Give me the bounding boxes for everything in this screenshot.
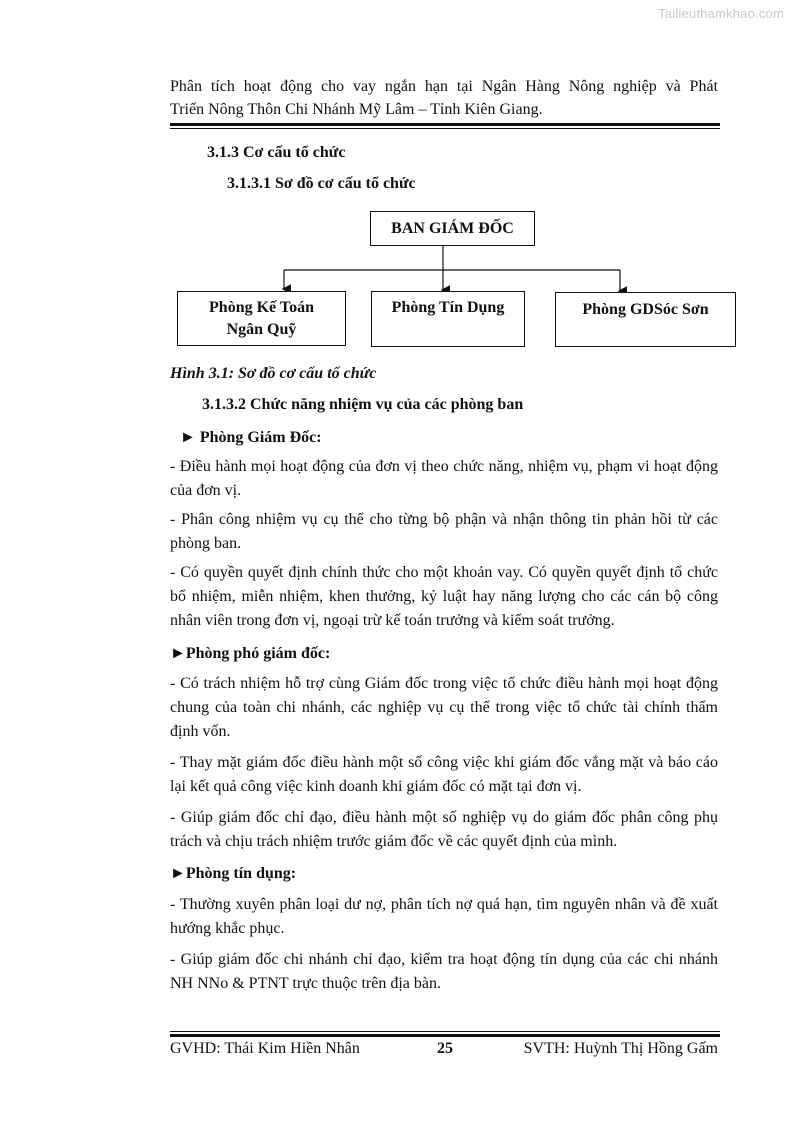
section-title-tin-dung: ►Phòng tín dụng: (170, 865, 297, 882)
watermark: Tailieuthamkhao.com (658, 6, 784, 21)
paragraph: - Giúp giám đốc chỉ đạo, điều hành một số nghiệp vụ do giám đốc phân công phụ trách và chịu trách nhiệm trước giám đốc về các quyết định của mình. (170, 809, 718, 850)
running-header-line-1: Phân tích hoạt động cho vay ngắn hạn tại Ngân Hàng Nông nghiệp và Phát (170, 78, 718, 95)
footer-student: SVTH: Huỳnh Thị Hồng Gấm (523, 1040, 718, 1057)
org-box-phong-ke-toan-line-1: Phòng Kế Toán (209, 299, 314, 316)
paragraph: - Điều hành mọi hoạt động của đơn vị theo chức năng, nhiệm vụ, phạm vi hoạt động của đơn vị. (170, 458, 718, 499)
footer-rule-thin (170, 1031, 720, 1032)
paragraph: - Giúp giám đốc chi nhánh chỉ đạo, kiểm tra hoạt động tín dụng của các chi nhánh NH NNo & PTNT trực thuộc trên địa bàn. (170, 951, 718, 992)
header-rule-thin (170, 128, 720, 129)
running-header-line-2: Triển Nông Thôn Chi Nhánh Mỹ Lâm – Tỉnh Kiên Giang. (170, 101, 543, 118)
footer-rule-thick (170, 1034, 720, 1037)
paragraph: - Phân công nhiệm vụ cụ thể cho từng bộ phận và nhận thông tin phản hồi từ các phòng ban. (170, 511, 718, 552)
org-box-phong-gd-soc-son-label: Phòng GDSóc Sơn (582, 301, 709, 318)
org-box-phong-ke-toan-line-2: Ngân Quỹ (226, 321, 297, 338)
body-text (170, 426, 718, 996)
paragraph: - Thay mặt giám đốc điều hành một số công việc khi giám đốc vắng mặt và báo cáo lại kết quả công việc kinh doanh khi giám đốc có mặt tại đơn vị. (170, 754, 718, 795)
heading-3-1-3-1: 3.1.3.1 Sơ đồ cơ cấu tổ chức (227, 175, 416, 192)
org-box-phong-gd-soc-son (555, 292, 736, 347)
org-box-ban-giam-doc-label: BAN GIÁM ĐỐC (391, 220, 514, 237)
org-box-phong-ke-toan (177, 291, 346, 346)
section-title-pho-giam-doc: ►Phòng phó giám đốc: (170, 645, 331, 662)
heading-3-1-3: 3.1.3 Cơ cấu tổ chức (207, 144, 346, 161)
org-box-ban-giam-doc (370, 211, 535, 246)
section-title-giam-doc: ► Phòng Giám Đốc: (180, 429, 322, 446)
paragraph: - Có quyền quyết định chính thức cho một khoản vay. Có quyền quyết định tổ chức bổ nhiệm, miễn nhiệm, khen thưởng, kỷ luật hay năng lượng cho các cán bộ công nhân viên trong đơn vị, ngoại trừ kế toán trưởng và kiểm soát trưởng. (170, 564, 718, 629)
org-box-phong-tin-dung (371, 291, 525, 347)
org-box-phong-tin-dung-label: Phòng Tín Dụng (391, 299, 505, 316)
page-number: 25 (437, 1040, 453, 1057)
running-header (170, 75, 718, 121)
heading-3-1-3-2: 3.1.3.2 Chức năng nhiệm vụ của các phòng ban (202, 396, 524, 413)
figure-caption: Hình 3.1: Sơ đồ cơ cấu tổ chức (170, 365, 377, 382)
paragraph: - Thường xuyên phân loại dư nợ, phân tích nợ quá hạn, tìm nguyên nhân và đề xuất hướng khắc phục. (170, 896, 718, 937)
header-rule-thick (170, 123, 720, 126)
paragraph: - Có trách nhiệm hỗ trợ cùng Giám đốc trong việc tổ chức điều hành mọi hoạt động chung của toàn chi nhánh, các nghiệp vụ cụ thể trong việc tổ chức tài chính thẩm định vốn. (170, 675, 718, 740)
footer-advisor: GVHD: Thái Kim Hiền Nhân (170, 1040, 360, 1057)
